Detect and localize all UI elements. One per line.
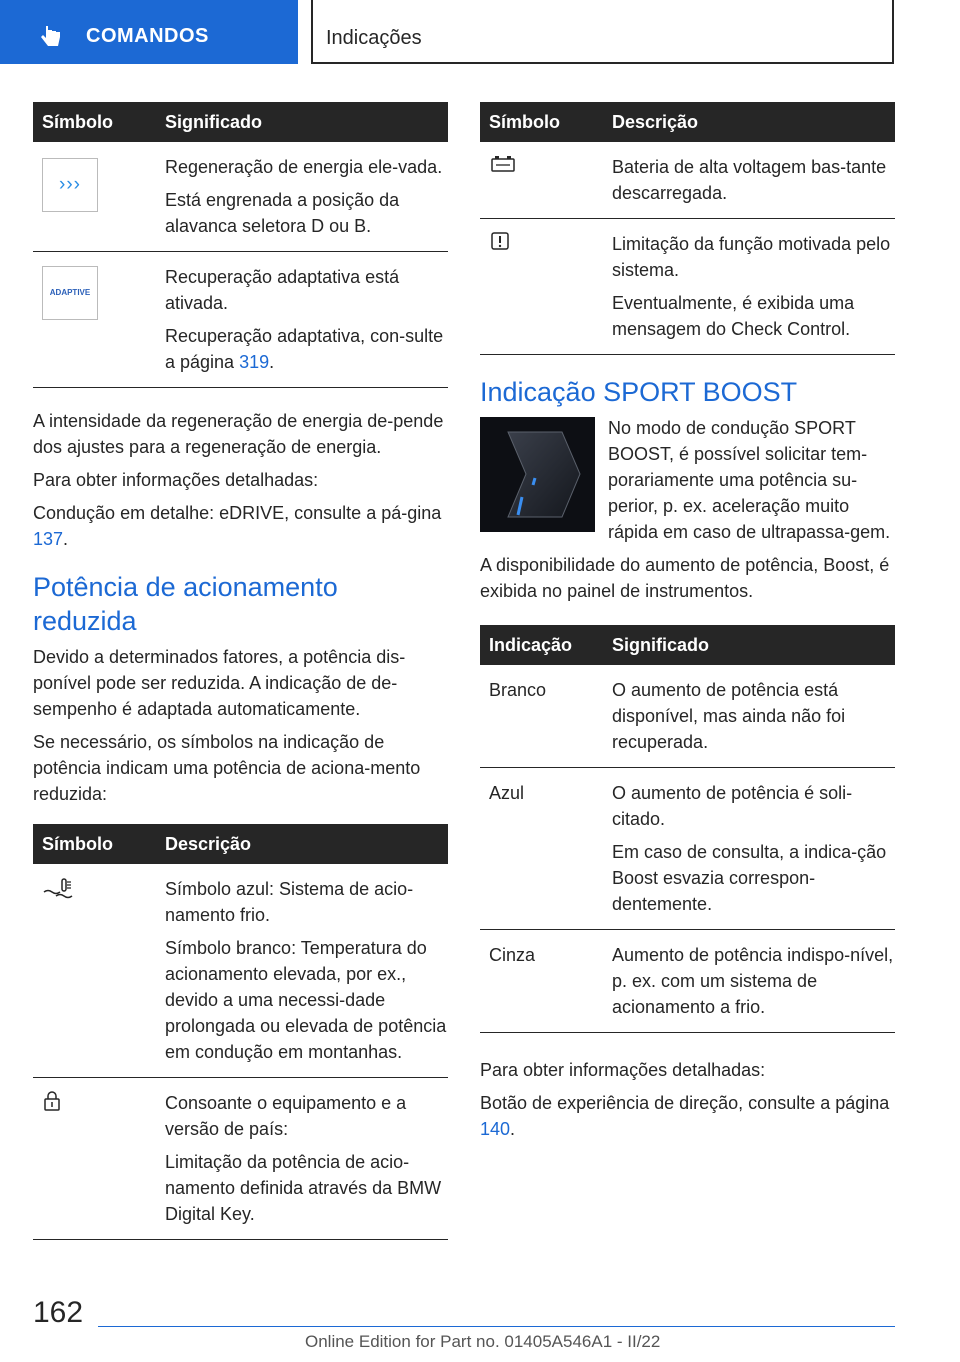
warning-icon [489,231,513,253]
paragraph: A intensidade da regeneração de energia de-pende dos ajustes para a regeneração de energia. [33,411,444,457]
column-header: Descrição [603,102,895,142]
paragraph: No modo de condução SPORT BOOST, é possível solicitar tem-porariamente uma potência su-perior, p. ex. aceleração muito rápida em caso de ultrapassa-gem. [608,418,891,542]
description-text: Limitação da função motivada pelo sistema. [612,234,891,280]
section-heading: Indicação SPORT BOOST [480,377,798,407]
column-header: Significado [156,102,448,142]
table-row [33,252,448,388]
description-text: Consoante o equipamento e a versão de país: [165,1093,407,1139]
table-row [33,864,448,1078]
description-text: Símbolo branco: Temperatura do acionamento elevada, por ex., devido a uma necessi-dade prolongada ou elevada de potência em condução em montanhas. [165,938,447,1062]
table-row [480,219,895,355]
table-row [480,142,895,219]
adaptive-icon: ADAPTIVE [42,266,98,320]
chapter-title: Indicações [326,27,422,49]
description-text: Está engrenada a posição da alavanca seletora D ou B. [165,190,400,236]
edition-text: Online Edition for Part no. 01405A546A1 - II/22 [305,1332,661,1351]
page-number: 162 [33,1296,84,1329]
section-tab[interactable] [0,0,298,64]
left-column [33,102,448,1240]
indication-name: Branco [480,665,603,768]
column-header: Significado [603,625,895,665]
regeneration-arrows-icon: ››› [42,158,98,212]
indication-name: Azul [480,768,603,930]
description-text: Bateria de alta voltagem bas-tante descarregada. [612,157,887,203]
section-title: COMANDOS [86,25,209,47]
column-header: Descrição [156,824,448,864]
paragraph: Botão de experiência de direção, consulte a página 140. [480,1093,890,1139]
paragraph: A disponibilidade do aumento de potência, Boost, é exibida no painel de instrumentos. [480,555,890,601]
boost-indication-table [480,625,895,1033]
description-text: Aumento de potência indispo-nível, p. ex. com um sistema de acionamento a frio. [612,945,894,1017]
page-link[interactable]: 319 [239,352,270,372]
description-text: Limitação da potência de acio-namento definida através da BMW Digital Key. [165,1152,442,1224]
table-row [480,768,895,930]
page-link[interactable]: 137 [33,529,64,549]
paragraph: Para obter informações detalhadas: [33,470,319,490]
indication-name: Cinza [480,930,603,1033]
description-text: Regeneração de energia ele-vada. [165,157,443,177]
right-column [480,102,895,1149]
column-header: Símbolo [33,824,156,864]
coolant-temperature-icon [42,876,76,900]
footer-divider [98,1326,895,1327]
column-header: Símbolo [480,102,603,142]
description-text: O aumento de potência está disponível, mas ainda não foi recuperada. [612,680,846,752]
sport-boost-image [480,417,595,532]
table-row [33,1078,448,1240]
digital-key-icon [42,1090,62,1114]
regeneration-table [33,102,448,388]
description-text: O aumento de potência é soli-citado. [612,783,853,829]
column-header: Símbolo [33,102,156,142]
table-row [480,665,895,768]
description-text: Recuperação adaptativa, con-sulte a página 319. [165,326,444,372]
hand-pointer-icon [40,24,62,50]
description-text: Recuperação adaptativa está ativada. [165,267,400,313]
paragraph: Devido a determinados fatores, a potência dis-ponível pode ser reduzida. A indicação de de-sempenho é adaptada automaticamente. [33,647,406,719]
section-heading: Potência de acionamento reduzida [33,572,338,636]
table-row [33,142,448,252]
reduced-power-table [33,824,448,1240]
chapter-tab[interactable] [311,0,894,64]
battery-icon [489,154,519,176]
description-text: Eventualmente, é exibida uma mensagem do Check Control. [612,293,855,339]
description-text: Em caso de consulta, a indica-ção Boost esvazia correspon-dentemente. [612,842,887,914]
paragraph: Para obter informações detalhadas: [480,1060,766,1080]
column-header: Indicação [480,625,603,665]
page-link[interactable]: 140 [480,1119,511,1139]
description-text: Símbolo azul: Sistema de acio-namento frio. [165,879,414,925]
battery-table [480,102,895,355]
paragraph: Condução em detalhe: eDRIVE, consulte a pá-gina 137. [33,503,442,549]
paragraph: Se necessário, os símbolos na indicação de potência indicam uma potência de aciona-mento reduzida: [33,732,421,804]
table-row [480,930,895,1033]
